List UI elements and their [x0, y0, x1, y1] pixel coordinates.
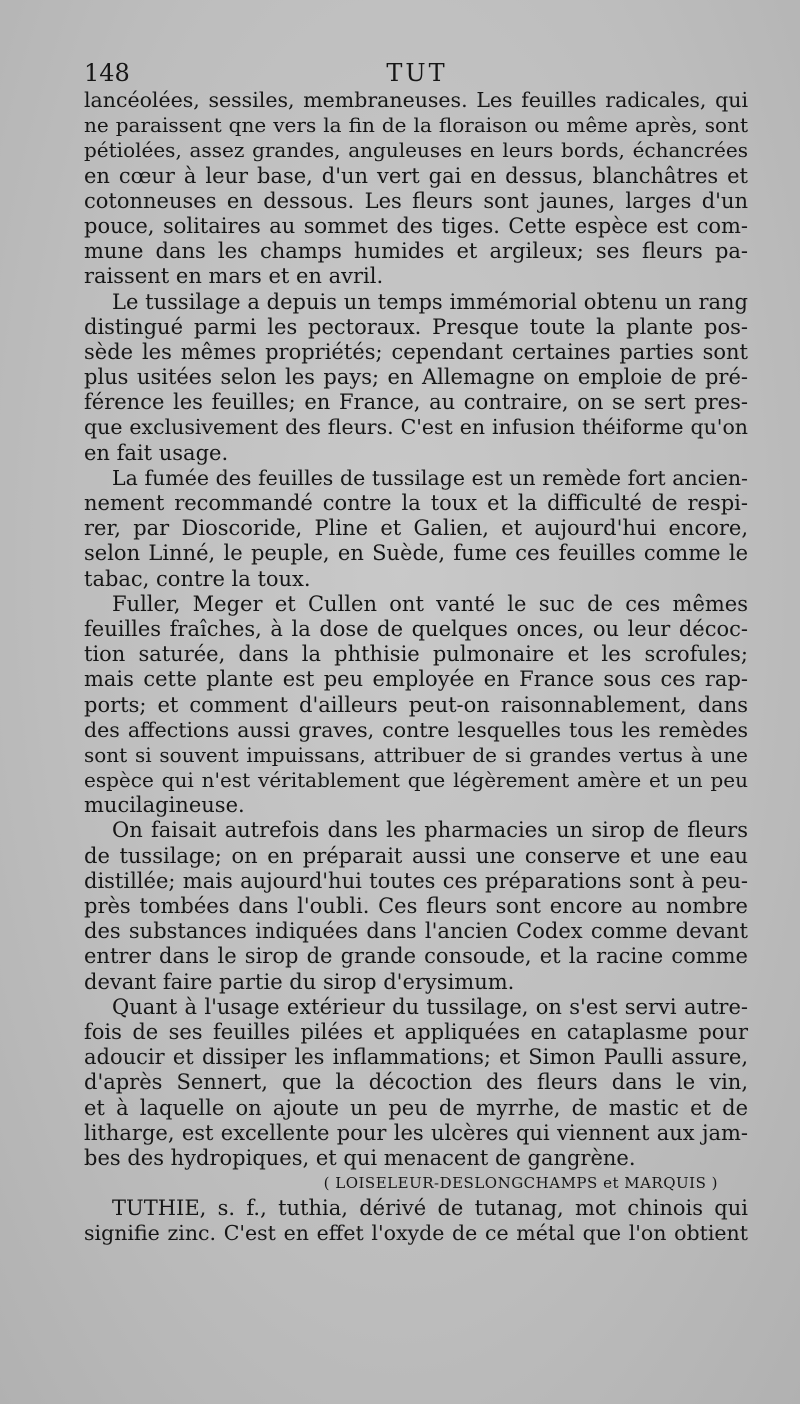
text-line: nement recommandé contre la toux et la difficulté de respi- — [84, 491, 748, 515]
text-line: mucilagineuse. — [84, 793, 245, 818]
text-line: devant faire partie du sirop d'erysimum. — [84, 969, 515, 994]
text-line: tion saturée, dans la phthisie pulmonaire et les scrofules; — [84, 642, 748, 667]
text-line: adoucir et dissiper les inflammations; et Simon Paulli assure, — [84, 1045, 748, 1070]
text-line: feuilles fraîches, à la dose de quelques onces, ou leur décoc- — [84, 616, 748, 641]
paragraph-start-line: On faisait autrefois dans les pharmacies un sirop de fleurs — [112, 818, 748, 843]
text-line: et à laquelle on ajoute un peu de myrrhe, de mastic et de — [84, 1095, 748, 1120]
page-number: 148 — [84, 59, 130, 87]
text-line: cotonneuses en dessous. Les fleurs sont jaunes, larges d'un — [84, 188, 748, 213]
text-line: que exclusivement des fleurs. C'est en infusion théiforme qu'on — [84, 415, 748, 440]
running-head: TUT — [386, 59, 448, 87]
text-line: en cœur à leur base, d'un vert gai en dessus, blanchâtres et — [84, 163, 748, 188]
text-line: pouce, solitaires au sommet des tiges. Cette espèce est com- — [84, 213, 748, 238]
text-line: ports; et comment d'ailleurs peut-on raisonnablement, dans — [84, 692, 748, 717]
text-line: des affections aussi graves, contre lesquelles tous les remèdes — [84, 717, 748, 742]
text-line: mais cette plante est peu employée en France sous ces rap- — [84, 667, 748, 692]
paragraph-start-line: La fumée des feuilles de tussilage est un remède fort ancien- — [112, 465, 748, 490]
text-line: sède les mêmes propriétés; cependant certaines parties sont — [84, 339, 748, 364]
paragraph-start-line: Quant à l'usage extérieur du tussilage, on s'est servi autre- — [112, 994, 748, 1019]
text-line: entrer dans le sirop de grande consoude, et la racine comme — [84, 944, 748, 969]
text-line: fois de ses feuilles pilées et appliquées en cataplasme pour — [84, 1019, 748, 1044]
text-line: espèce qui n'est véritablement que légèrement amère et un peu — [84, 768, 748, 793]
text-line: des substances indiquées dans l'ancien Codex comme devant — [84, 919, 748, 944]
text-line: lancéolées, sessiles, membraneuses. Les feuilles radicales, qui — [84, 88, 748, 112]
text-line: de tussilage; on en préparait aussi une conserve et une eau — [84, 843, 748, 868]
author-attribution: ( LOISELEUR-DESLONGCHAMPS et MARQUIS ) — [323, 1174, 718, 1193]
text-line: mune dans les champs humides et argileux; ses fleurs pa- — [84, 239, 748, 264]
text-line: raissent en mars et en avril. — [84, 264, 384, 289]
text-line: ne paraissent qne vers la fin de la floraison ou même après, sont — [84, 113, 748, 138]
page-body-text — [84, 88, 748, 1247]
entry-heading-line: TUTHIE, s. f., tuthia, dérivé de tutanag, mot chinois qui — [112, 1196, 748, 1221]
text-line: distillée; mais aujourd'hui toutes ces préparations sont à peu- — [84, 868, 748, 893]
text-line: plus usitées selon les pays; en Allemagne on emploie de pré- — [84, 365, 748, 390]
page-header — [84, 56, 750, 90]
text-line: selon Linné, le peuple, en Suède, fume ces feuilles comme le — [84, 541, 748, 566]
text-line: signifie zinc. C'est en effet l'oxyde de ce métal que l'on obtient — [84, 1221, 748, 1246]
text-line: litharge, est excellente pour les ulcères qui viennent aux jam- — [84, 1120, 748, 1145]
text-line: rer, par Dioscoride, Pline et Galien, et aujourd'hui encore, — [84, 516, 748, 541]
text-line: férence les feuilles; en France, au contraire, on se sert pres- — [84, 390, 748, 415]
text-line: sont si souvent impuissans, attribuer de si grandes vertus à une — [84, 742, 748, 767]
text-line: près tombées dans l'oubli. Ces fleurs sont encore au nombre — [84, 894, 748, 918]
text-line: d'après Sennert, que la décoction des fleurs dans le vin, — [84, 1070, 748, 1095]
text-line: distingué parmi les pectoraux. Presque toute la plante pos- — [84, 314, 748, 339]
text-line: pétiolées, assez grandes, anguleuses en leurs bords, échancrées — [84, 138, 748, 163]
paragraph-start-line: Fuller, Meger et Cullen ont vanté le suc de ces mêmes — [112, 591, 748, 616]
paragraph-start-line: Le tussilage a depuis un temps immémorial obtenu un rang — [112, 289, 748, 314]
text-line: en fait usage. — [84, 440, 229, 465]
text-line: bes des hydropiques, et qui menacent de gangrène. — [84, 1145, 636, 1170]
text-line: tabac, contre la toux. — [84, 566, 311, 591]
